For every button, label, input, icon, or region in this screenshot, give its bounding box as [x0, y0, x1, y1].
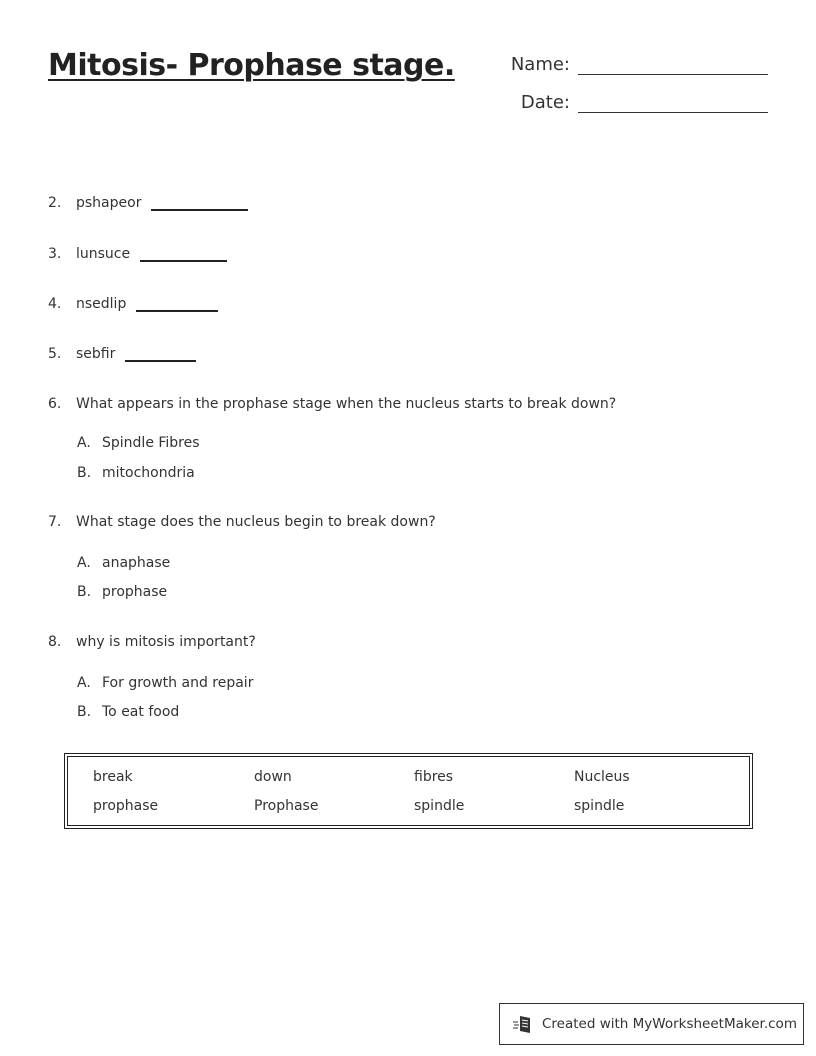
scrambled-word: lunsuce — [76, 246, 131, 262]
option-6a[interactable] — [77, 435, 200, 451]
question-6 — [48, 396, 616, 412]
word-bank-word: down — [254, 769, 292, 785]
option-text: For growth and repair — [102, 675, 254, 691]
option-7a[interactable] — [77, 555, 170, 571]
date-label: Date: — [520, 92, 570, 113]
word-bank-word: prophase — [93, 798, 159, 814]
option-letter: B. — [77, 465, 92, 481]
question-number: 7. — [48, 514, 62, 530]
word-bank-row — [68, 769, 708, 785]
question-number: 4. — [48, 296, 62, 312]
question-text: What stage does the nucleus begin to break down? — [76, 514, 436, 530]
word-bank-word: Nucleus — [574, 769, 630, 785]
word-bank-row — [68, 798, 708, 814]
option-text: prophase — [102, 584, 168, 600]
option-7b[interactable] — [77, 584, 167, 600]
option-letter: A. — [77, 675, 91, 691]
option-6b[interactable] — [77, 465, 195, 481]
option-letter: B. — [77, 584, 92, 600]
question-number: 5. — [48, 346, 62, 362]
name-input-line[interactable] — [578, 52, 768, 75]
date-input-line[interactable] — [578, 90, 768, 113]
word-bank-word: spindle — [414, 798, 465, 814]
question-number: 3. — [48, 246, 62, 262]
date-field-row — [500, 90, 768, 113]
answer-blank[interactable] — [136, 294, 218, 312]
option-8a[interactable] — [77, 675, 253, 691]
question-2 — [48, 193, 248, 211]
name-field-row — [500, 52, 768, 75]
question-text: why is mitosis important? — [76, 634, 256, 650]
scrambled-word: sebfir — [76, 346, 116, 362]
answer-blank[interactable] — [140, 244, 227, 262]
footer-badge[interactable] — [499, 1003, 804, 1045]
option-text: To eat food — [102, 704, 180, 720]
question-text: What appears in the prophase stage when the nucleus starts to break down? — [76, 396, 617, 412]
question-number: 2. — [48, 195, 62, 211]
option-text: mitochondria — [102, 465, 195, 481]
word-bank-word: spindle — [574, 798, 625, 814]
option-letter: A. — [77, 435, 91, 451]
word-bank-word: Prophase — [254, 798, 319, 814]
question-3 — [48, 244, 227, 262]
question-8 — [48, 634, 256, 650]
option-letter: A. — [77, 555, 91, 571]
word-bank-word: break — [93, 769, 133, 785]
question-number: 8. — [48, 634, 62, 650]
question-number: 6. — [48, 396, 62, 412]
scrambled-word: pshapeor — [76, 195, 142, 211]
footer-text: Created with MyWorksheetMaker.com — [542, 1016, 797, 1032]
question-7 — [48, 514, 436, 530]
answer-blank[interactable] — [151, 193, 248, 211]
word-bank — [64, 753, 753, 829]
option-text: anaphase — [102, 555, 171, 571]
scrambled-word: nsedlip — [76, 296, 127, 312]
question-4 — [48, 294, 218, 312]
option-text: Spindle Fibres — [102, 435, 200, 451]
answer-blank[interactable] — [125, 344, 196, 362]
page-title: Mitosis- Prophase stage. — [48, 48, 455, 83]
name-label: Name: — [510, 54, 570, 75]
word-bank-word: fibres — [414, 769, 454, 785]
question-5 — [48, 344, 196, 362]
option-letter: B. — [77, 704, 92, 720]
option-8b[interactable] — [77, 704, 179, 720]
worksheet-logo-icon — [512, 1013, 534, 1035]
